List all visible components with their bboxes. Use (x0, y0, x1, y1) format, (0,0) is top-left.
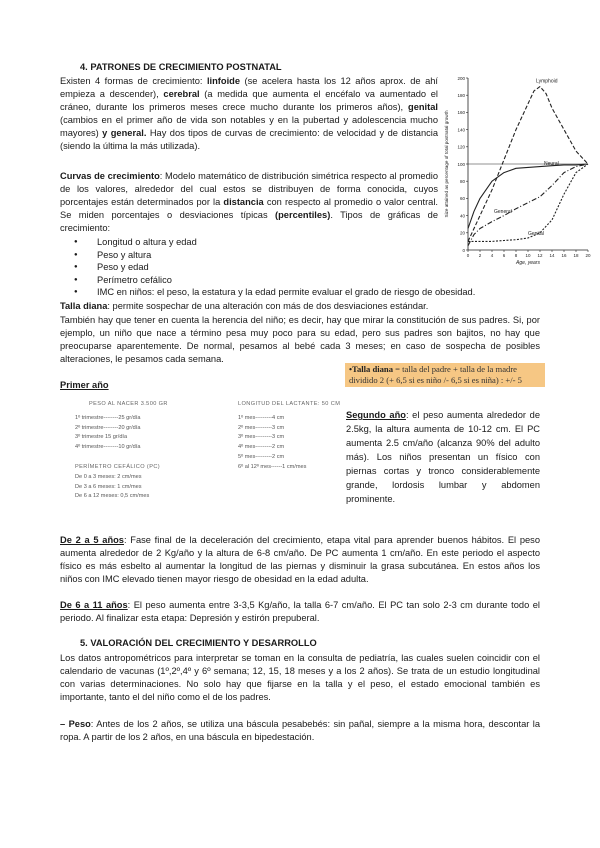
table-row: 3º mes---------3 cm (238, 434, 285, 441)
table-row: 5º mes---------2 cm (238, 453, 285, 460)
seis-once-paragraph (60, 599, 540, 625)
dos-cinco-term: De 2 a 5 años (60, 535, 124, 545)
formula-line: dividido 2 (+ 6,5 si es niño /- 6,5 si es niña) : +/- 5 (349, 375, 522, 385)
herencia-paragraph: También hay que tener en cuenta la herencia del niño; es decir, hay que mirar la constitución de sus padres. Si, por ejemplo, un niño que nace a término pesa muy poco para su edad, pero sus padres son bajitos, no hay que preocuparse aparentemente. De normal, pesamos al bebé cada 3 meses; en caso de sospecha de posibles alteraciones, le pesamos cada semana. (60, 315, 540, 364)
x-tick-label: 2 (478, 253, 482, 258)
section-5-heading: 5. VALORACIÓN DEL CRECIMIENTO Y DESARROLLO (80, 638, 317, 648)
y-tick-label: 20 (459, 230, 465, 236)
cerebral-term: cerebral (163, 89, 200, 99)
primer-ano-heading: Primer año (60, 380, 109, 390)
section-4-heading: 4. PATRONES DE CRECIMIENTO POSTNATAL (80, 62, 282, 72)
list-item: ● IMC en niños: el peso, la estatura y la edad permite evaluar el grado de riesgo de obesidad. (60, 286, 540, 299)
table-row: 4º trimestre--------10 gr/día (75, 444, 141, 451)
linfoide-term: linfoide (206, 76, 241, 86)
y-tick-label: 100 (457, 161, 465, 167)
x-tick-label: 4 (490, 253, 494, 258)
segundo-ano-term: Segundo año (346, 410, 406, 420)
y-tick-label: 140 (457, 127, 465, 133)
series-genital-label: Genital (528, 230, 544, 237)
segundo-ano-text: : el peso aumenta alrededor de 2.5kg, la altura aumenta de 10-12 cm. El PC aumenta 2.5 cm/año (alcanza 90% del adulto más). Los niños presentan un físico con piernas cortas y tronco considerablemente grande, lordosis lumbar y abdomen prominente. (346, 410, 540, 504)
table-row: De 0 a 3 meses: 2 cm/mes (75, 473, 142, 480)
y-tick-label: 200 (457, 75, 465, 81)
y-tick-label: 0 (462, 247, 465, 253)
intro-text: (a medida que aumenta el encéfalo va aumentado el cráneo, durante los primeros meses crece mucho durante los primeros años), (60, 89, 438, 112)
list-item: ● Perímetro cefálico (60, 274, 540, 287)
table-row: 1º trimestre--------25 gr/día (75, 414, 141, 421)
x-tick-label: 8 (514, 253, 518, 258)
chart-types-list (60, 236, 540, 299)
segundo-ano-paragraph (346, 408, 540, 506)
seis-once-term: De 6 a 11 años (60, 600, 128, 610)
series-neural-line (468, 164, 588, 229)
y-tick-label: 40 (459, 213, 465, 219)
longitud-title: LONGITUD DEL LACTANTE: 50 CM (238, 401, 341, 407)
table-row: 4º mes---------2 cm (238, 444, 285, 451)
y-tick-label: 60 (459, 196, 465, 202)
general-term: y general. (102, 128, 147, 138)
peso-notes-block (75, 400, 215, 502)
series-general-label: General (494, 209, 512, 216)
x-tick-label: 20 (585, 253, 591, 258)
y-tick-label: 160 (457, 110, 465, 116)
distancia-term: distancia (223, 197, 264, 207)
formula-label: •Talla diana (349, 364, 394, 374)
talla-diana-formula-box (345, 363, 545, 387)
intro-text: (se acelera hasta los 12 años aprox. de ahí empieza a descender), (60, 76, 438, 99)
x-tick-label: 0 (466, 253, 470, 258)
genital-term: genital (408, 102, 438, 112)
dos-cinco-paragraph (60, 534, 540, 586)
x-tick-label: 10 (525, 253, 531, 258)
percentiles-term: (percentiles) (275, 210, 331, 220)
series-lymphoid-label: Lymphoid (536, 78, 558, 85)
y-tick-label: 80 (459, 179, 465, 184)
intro-text: (cambios en el primer año de vida son notables y en la pubertad y adolescencia mucho mayores) (60, 115, 438, 138)
curvas-text: con respecto al promedio o valor central. Se miden porcentajes o desviaciones típicas (60, 197, 438, 220)
x-tick-label: 16 (561, 253, 567, 258)
perimetro-title: PERÍMETRO CEFÁLICO (PC) (75, 463, 161, 470)
talla-diana-text: : permite sospechar de una alteración con más de dos desviaciones estándar. (107, 301, 429, 311)
talla-diana-term: Talla diana (60, 301, 108, 311)
x-tick-label: 14 (549, 253, 555, 258)
intro-text: Hay dos tipos de curvas de crecimiento: de velocidad y de distancia (siendo la última la más utilizada). (60, 128, 439, 151)
curvas-term: Curvas de crecimiento (60, 171, 160, 181)
table-row: De 3 a 6 meses: 1 cm/mes (75, 483, 142, 490)
table-row: 6º al 12º mes------1 cm/mes (238, 463, 307, 470)
curvas-text: : Modelo matemático de distribución simétrica respecto al promedio de los valores, alrededor del cual estos se distribuyen de forma conocida, cuyos porcentajes están determinados por la (60, 171, 438, 207)
x-axis-label: Age, years (516, 260, 540, 266)
y-tick-label: 180 (457, 93, 465, 98)
table-row: 2º mes---------3 cm (238, 424, 285, 431)
growth-patterns-paragraph (60, 75, 438, 153)
peso-term: – Peso (60, 719, 91, 729)
y-axis-label: Size attained as percentage of total postnatal growth (444, 110, 449, 218)
x-tick-label: 18 (573, 253, 579, 258)
intro-text: Existen 4 formas de crecimiento: (60, 76, 207, 86)
table-row: De 6 a 12 meses: 0,5 cm/mes (75, 493, 150, 500)
x-tick-label: 12 (537, 253, 543, 258)
peso-text: : Antes de los 2 años, se utiliza una báscula pesabebés: sin pañal, siempre a la misma hora, descontar la ropa. A partir de los 2 años, en una báscula en bipedestación. (60, 719, 540, 742)
talla-diana-line (60, 300, 540, 313)
curvas-text: . Tipos de gráficas de crecimiento: (60, 210, 438, 233)
y-tick-label: 120 (457, 144, 465, 150)
series-neural-label: Neural (544, 161, 559, 168)
formula-line: = talla del padre + talla de la madre (393, 364, 517, 374)
table-row: 3º trimestre 15 gr/día (75, 434, 128, 441)
peso-paragraph (60, 718, 540, 744)
dos-cinco-text: : Fase final de la deceleración del crecimiento, etapa vital para aprender buenos hábitos. El peso aumenta alrededor de 2 Kg/año y la altura de 6-8 cm/año. De PC aumenta 1 cm/año. En este periodo el aspecto físico es más esbelto al aumentar la longitud de las piernas y disminuir la grasa subcutánea. En estos años los niños con IMC elevado tienen mayor riesgo de obesidad en la edad adulta. (60, 535, 540, 584)
valoracion-paragraph: Los datos antropométricos para interpretar se toman en la consulta de pediatría, las cuales suelen coincidir con el calendario de vacunas (1º,2º,4º y 6º semana; 12, 15, 18 meses y a los 2 años). Se trata de un estudio longitudinal con varias determinaciones. No solo hay que fijarse en la talla y el peso, el estado emocional también es importante, tanto el del niño como el de los padres. (60, 653, 540, 702)
table-row: 2º trimestre--------20 gr/día (75, 424, 141, 431)
list-item: ● Peso y altura (60, 249, 540, 262)
list-item: ● Peso y edad (60, 261, 540, 274)
peso-title: PESO AL NACER 3.500 GR (89, 401, 168, 407)
longitud-notes-block (238, 400, 348, 473)
list-item: ● Longitud o altura y edad (60, 236, 540, 249)
curvas-paragraph (60, 170, 438, 235)
seis-once-text: : El peso aumenta entre 3-3,5 Kg/año, la talla 6-7 cm/año. El PC tan solo 2-3 cm durante todo el periodo. Al finalizar esta etapa: Depresión y estirón prepuberal. (60, 600, 540, 623)
x-tick-label: 6 (502, 253, 506, 258)
table-row: 1º mes---------4 cm (238, 414, 285, 421)
